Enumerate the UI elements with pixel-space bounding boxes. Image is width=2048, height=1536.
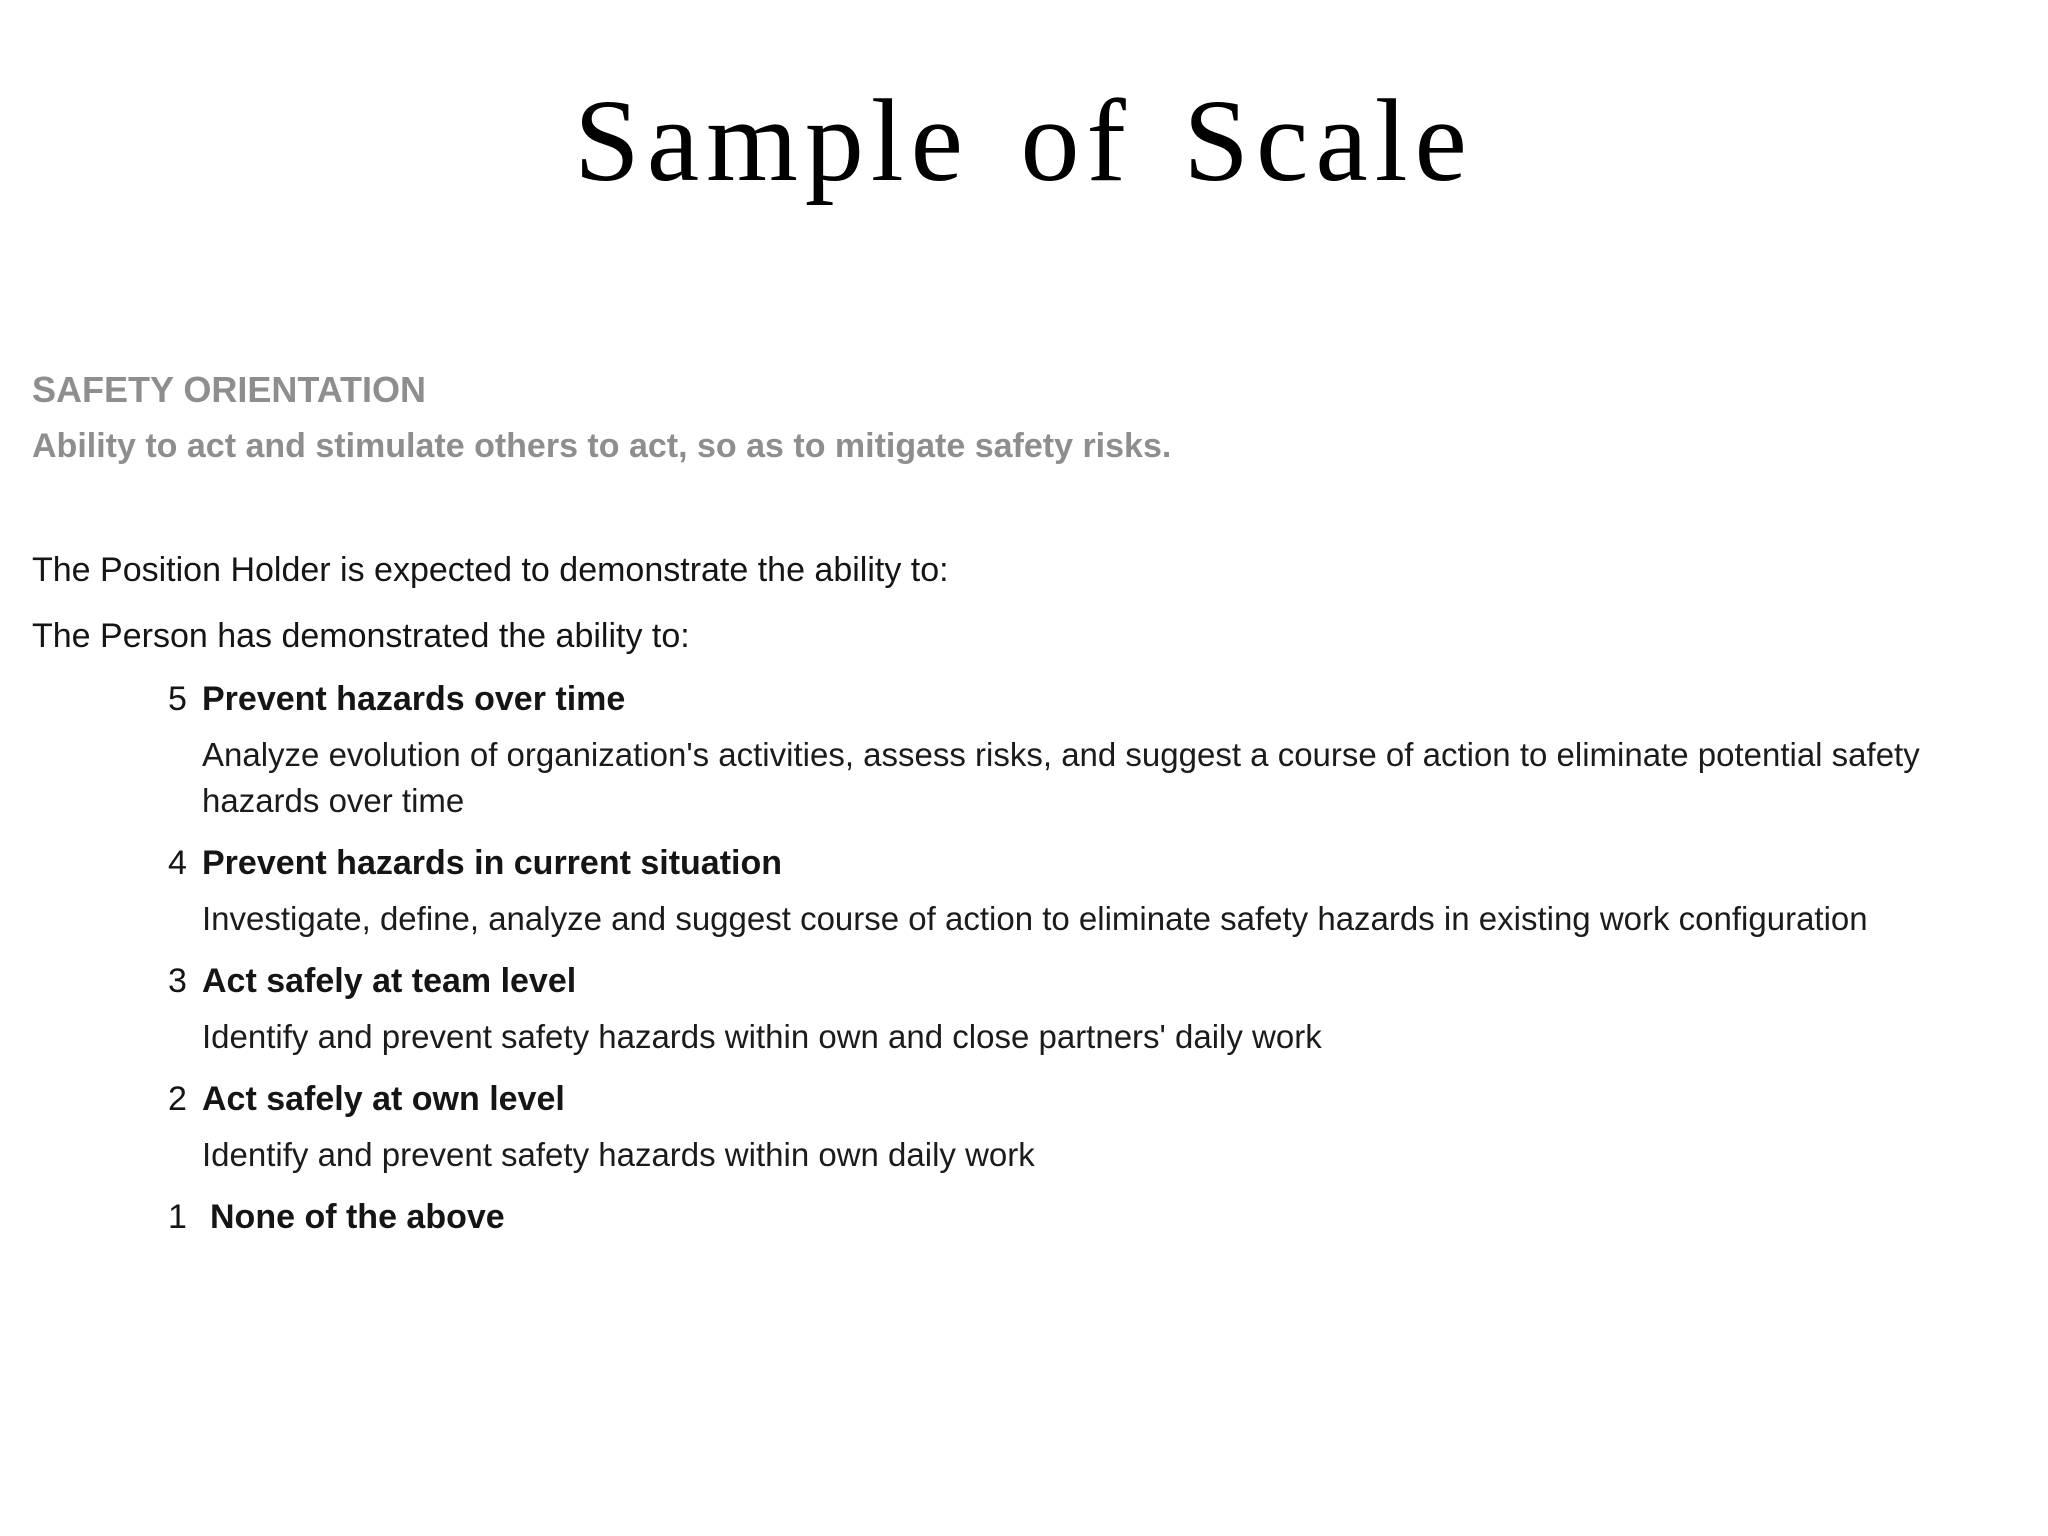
competency-heading: SAFETY ORIENTATION xyxy=(32,369,427,410)
level-title: Prevent hazards in current situation xyxy=(202,844,783,882)
level-number: 5 xyxy=(168,680,187,718)
scale-level-4 xyxy=(168,840,2012,942)
level-description: Investigate, define, analyze and suggest course of action to eliminate safety hazards in existing work configuration xyxy=(202,900,1868,937)
level-description: Identify and prevent safety hazards within own daily work xyxy=(202,1136,1035,1173)
level-number: 2 xyxy=(168,1080,187,1118)
level-title: None of the above xyxy=(210,1198,505,1236)
level-description: Identify and prevent safety hazards within own and close partners' daily work xyxy=(202,1018,1322,1055)
intro-expected-line: The Position Holder is expected to demonstrate the ability to: xyxy=(32,551,949,589)
intro-demonstrated-line: The Person has demonstrated the ability to: xyxy=(32,617,690,655)
competency-definition: Ability to act and stimulate others to act, so as to mitigate safety risks. xyxy=(32,427,1172,465)
level-number: 1 xyxy=(168,1198,187,1236)
scale-levels-list xyxy=(168,676,2012,1240)
scale-level-1 xyxy=(168,1194,2012,1240)
level-title: Act safely at own level xyxy=(202,1080,565,1118)
scale-level-3 xyxy=(168,958,2012,1060)
level-number: 4 xyxy=(168,844,187,882)
level-description: Analyze evolution of organization's activities, assess risks, and suggest a course of action to eliminate potential safety hazards over time xyxy=(202,736,1920,819)
scale-content xyxy=(32,368,2012,1256)
scale-level-5 xyxy=(168,676,2012,824)
level-number: 3 xyxy=(168,962,187,1000)
scale-level-2 xyxy=(168,1076,2012,1178)
level-title: Prevent hazards over time xyxy=(202,680,626,718)
level-title: Act safely at team level xyxy=(202,962,577,1000)
slide-title: Sample of Scale xyxy=(574,75,1474,206)
